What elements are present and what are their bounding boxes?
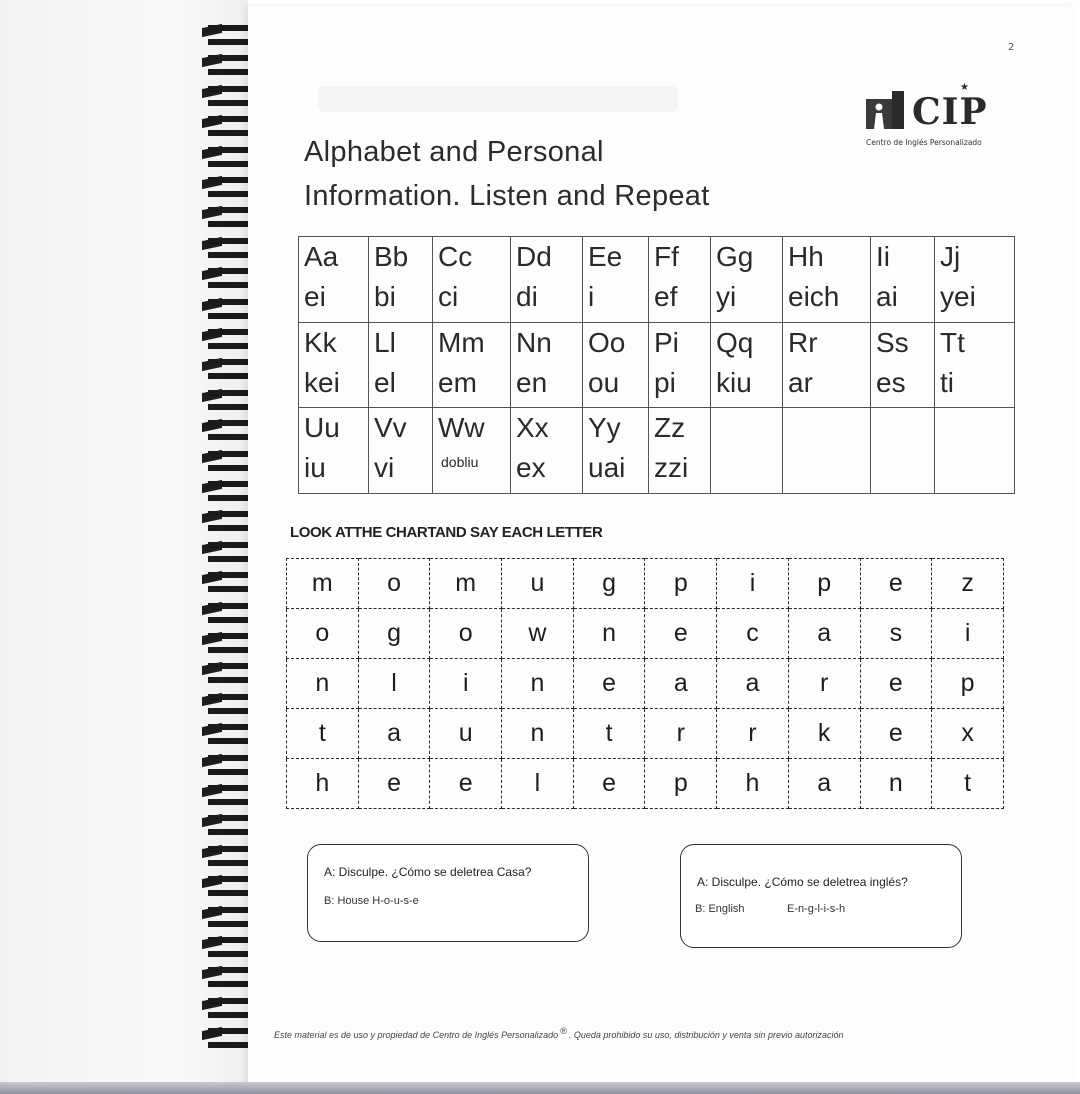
grid-letter: i <box>430 659 502 709</box>
logo-figure-icon <box>866 91 906 131</box>
grid-letter: o <box>430 609 502 659</box>
pronunciation: ti <box>940 366 954 398</box>
pronunciation: ai <box>876 281 898 312</box>
grid-letter: w <box>502 609 574 659</box>
grid-letter: i <box>717 559 789 609</box>
grid-letter: e <box>573 759 645 809</box>
letter: Xx <box>516 412 549 444</box>
alphabet-cell <box>511 322 583 408</box>
spiral-coil <box>180 508 258 534</box>
spiral-coil <box>180 752 258 778</box>
title-line-1: Alphabet and Personal <box>304 136 604 168</box>
dialog-question: A: Disculpe. ¿Cómo se deletrea inglés? <box>697 875 908 889</box>
spiral-coil <box>180 356 258 382</box>
grid-row <box>287 759 1004 809</box>
grid-letter: t <box>573 709 645 759</box>
alphabet-cell <box>433 237 511 323</box>
letter: Cc <box>438 241 473 272</box>
grid-letter: s <box>860 609 932 659</box>
pronunciation: vi <box>374 452 395 484</box>
alphabet-cell <box>369 408 433 494</box>
pronunciation: uai <box>588 452 626 484</box>
pronunciation: eich <box>788 281 840 312</box>
letter: Nn <box>516 326 552 358</box>
pronunciation: kei <box>304 366 340 398</box>
grid-letter: e <box>860 559 932 609</box>
spiral-coil <box>180 387 258 413</box>
dialog-box-casa <box>307 844 589 942</box>
grid-letter: t <box>287 709 359 759</box>
grid-letter: p <box>645 559 717 609</box>
alphabet-cell <box>511 408 583 494</box>
pronunciation: ex <box>516 452 546 484</box>
dialog-question: A: Disculpe. ¿Cómo se deletrea Casa? <box>324 865 532 879</box>
dialog-answer: B: English <box>695 903 745 915</box>
spiral-coil <box>180 22 258 48</box>
grid-letter: h <box>287 759 359 809</box>
spiral-coil <box>180 448 258 474</box>
grid-letter: p <box>788 559 860 609</box>
grid-letter: z <box>932 559 1004 609</box>
pronunciation: es <box>876 366 906 398</box>
letter: Ff <box>654 241 679 272</box>
dialog-box-english <box>680 844 962 948</box>
grid-letter: l <box>502 759 574 809</box>
spiral-coil <box>180 296 258 322</box>
grid-letter: e <box>860 659 932 709</box>
cip-logo <box>860 82 1010 152</box>
letter: Hh <box>788 241 824 272</box>
grid-letter: x <box>932 709 1004 759</box>
alphabet-table <box>298 236 1015 494</box>
grid-letter: n <box>502 659 574 709</box>
spiral-coil <box>180 478 258 504</box>
pronunciation: pi <box>654 366 676 398</box>
spiral-coil <box>180 265 258 291</box>
grid-letter: a <box>717 659 789 709</box>
grid-letter: n <box>573 609 645 659</box>
pronunciation: ei <box>304 281 326 312</box>
grid-letter: a <box>358 709 430 759</box>
spiral-coil <box>180 904 258 930</box>
grid-letter: e <box>860 709 932 759</box>
alphabet-cell <box>935 322 1015 408</box>
spiral-coil <box>180 691 258 717</box>
dialog-spelling: E-n-g-l-i-s-h <box>787 903 846 915</box>
grid-letter: m <box>430 559 502 609</box>
grid-letter: g <box>358 609 430 659</box>
alphabet-cell <box>711 322 783 408</box>
grid-letter: n <box>502 709 574 759</box>
alphabet-cell <box>649 408 711 494</box>
spiral-coil <box>180 174 258 200</box>
spiral-coil <box>180 144 258 170</box>
letter: Zz <box>654 412 686 444</box>
grid-letter: a <box>788 759 860 809</box>
grid-letter: k <box>788 709 860 759</box>
alphabet-cell <box>299 408 369 494</box>
pronunciation: dobliu <box>441 454 479 471</box>
alphabet-cell <box>871 408 935 494</box>
spiral-coil <box>180 995 258 1021</box>
grid-row <box>287 709 1004 759</box>
grid-letter: e <box>430 759 502 809</box>
grid-row <box>287 609 1004 659</box>
grid-letter: e <box>645 609 717 659</box>
spiral-coil <box>180 812 258 838</box>
pronunciation: iu <box>304 452 326 484</box>
footer-left: Este material es de uso y propiedad de Centro de Inglés Personalizado <box>274 1030 559 1040</box>
grid-letter: n <box>860 759 932 809</box>
alphabet-row <box>299 237 1015 323</box>
pronunciation: ci <box>438 281 459 312</box>
alphabet-cell <box>583 408 649 494</box>
letter: Dd <box>516 241 552 272</box>
spiral-coil <box>180 83 258 109</box>
spiral-coil <box>180 539 258 565</box>
faded-background-text <box>318 86 678 112</box>
spiral-coil <box>180 630 258 656</box>
alphabet-cell <box>583 237 649 323</box>
spiral-coil <box>180 569 258 595</box>
spiral-coil <box>180 204 258 230</box>
spiral-coil <box>180 721 258 747</box>
copyright-footer <box>274 1026 844 1040</box>
letter: Pi <box>654 326 679 358</box>
pronunciation: yei <box>940 281 976 312</box>
alphabet-cell <box>711 408 783 494</box>
alphabet-cell <box>299 237 369 323</box>
letter: Jj <box>940 241 961 272</box>
letter: Ll <box>374 326 396 358</box>
letter: Gg <box>716 241 754 272</box>
grid-letter: o <box>287 609 359 659</box>
spiral-coil <box>180 113 258 139</box>
letter: Ee <box>588 241 623 272</box>
grid-letter: i <box>932 609 1004 659</box>
grid-row <box>287 659 1004 709</box>
alphabet-cell <box>369 322 433 408</box>
registered-icon: ® <box>560 1026 567 1036</box>
alphabet-cell <box>871 322 935 408</box>
pronunciation: ou <box>588 366 620 398</box>
pronunciation: di <box>516 281 538 312</box>
page-number: 2 <box>1008 42 1015 53</box>
pronunciation: ar <box>788 366 813 398</box>
letter: Mm <box>438 326 485 358</box>
grid-letter: a <box>788 609 860 659</box>
grid-letter: n <box>287 659 359 709</box>
pronunciation: em <box>438 366 477 398</box>
alphabet-row <box>299 322 1015 408</box>
letter: Ww <box>438 412 485 444</box>
pronunciation: bi <box>374 281 396 312</box>
dialog-answer: B: House H-o-u-s-e <box>324 895 419 907</box>
letter: Rr <box>788 326 818 358</box>
spiral-coil <box>180 964 258 990</box>
spiral-coil <box>180 326 258 352</box>
alphabet-cell <box>511 237 583 323</box>
letter: Aa <box>304 241 339 272</box>
alphabet-cell <box>583 322 649 408</box>
pronunciation: zzi <box>654 452 689 484</box>
grid-letter: p <box>932 659 1004 709</box>
letter: Kk <box>304 326 337 358</box>
alphabet-cell <box>783 237 871 323</box>
grid-letter: r <box>717 709 789 759</box>
spiral-binding <box>0 0 248 1094</box>
spiral-coil <box>180 660 258 686</box>
alphabet-cell <box>433 322 511 408</box>
page-title <box>304 130 710 218</box>
grid-letter: r <box>645 709 717 759</box>
spiral-coil <box>180 600 258 626</box>
footer-right: . Queda prohibido su uso, distribución y venta sin previo autorización <box>568 1030 844 1040</box>
logo-text: CIP <box>912 91 988 133</box>
alphabet-cell <box>935 408 1015 494</box>
letter: Bb <box>374 241 409 272</box>
alphabet-cell <box>369 237 433 323</box>
grid-letter: g <box>573 559 645 609</box>
grid-letter: u <box>430 709 502 759</box>
letter: Tt <box>940 326 965 358</box>
letter: Vv <box>374 412 407 444</box>
spiral-coil <box>180 782 258 808</box>
alphabet-cell <box>649 237 711 323</box>
alphabet-cell <box>299 322 369 408</box>
pronunciation: ef <box>654 281 678 312</box>
instruction-text: LOOK ATTHE CHARTAND SAY EACH LETTER <box>290 524 603 541</box>
grid-letter: u <box>502 559 574 609</box>
letter: Ss <box>876 326 909 358</box>
letter-grid <box>286 558 1004 809</box>
table-surface <box>0 1082 1080 1094</box>
grid-letter: a <box>645 659 717 709</box>
spiral-coil <box>180 417 258 443</box>
alphabet-cell <box>433 408 511 494</box>
alphabet-cell <box>783 322 871 408</box>
grid-letter: h <box>717 759 789 809</box>
letter: Oo <box>588 326 626 358</box>
grid-letter: c <box>717 609 789 659</box>
spiral-coil <box>180 1025 258 1051</box>
grid-letter: e <box>358 759 430 809</box>
grid-letter: r <box>788 659 860 709</box>
alphabet-row <box>299 408 1015 494</box>
spiral-coil <box>180 235 258 261</box>
pronunciation: en <box>516 366 548 398</box>
letter: Uu <box>304 412 340 444</box>
spiral-coil <box>180 934 258 960</box>
grid-letter: p <box>645 759 717 809</box>
letter: Ii <box>876 241 890 272</box>
logo-subtitle: Centro de Inglés Personalizado <box>866 138 982 147</box>
alphabet-cell <box>783 408 871 494</box>
alphabet-cell <box>649 322 711 408</box>
grid-row <box>287 559 1004 609</box>
pronunciation: yi <box>716 281 737 312</box>
grid-letter: m <box>287 559 359 609</box>
alphabet-cell <box>871 237 935 323</box>
letter: Qq <box>716 326 754 358</box>
spiral-coil <box>180 843 258 869</box>
spiral-coil <box>180 873 258 899</box>
alphabet-cell <box>711 237 783 323</box>
pronunciation: el <box>374 366 396 398</box>
spiral-coil <box>180 52 258 78</box>
logo-star-icon: ★ <box>960 82 969 93</box>
grid-letter: l <box>358 659 430 709</box>
pronunciation: i <box>588 281 595 312</box>
letter: Yy <box>588 412 621 444</box>
title-line-2: Information. Listen and Repeat <box>304 180 710 212</box>
grid-letter: e <box>573 659 645 709</box>
grid-letter: t <box>932 759 1004 809</box>
pronunciation: kiu <box>716 366 752 398</box>
alphabet-cell <box>935 237 1015 323</box>
grid-letter: o <box>358 559 430 609</box>
